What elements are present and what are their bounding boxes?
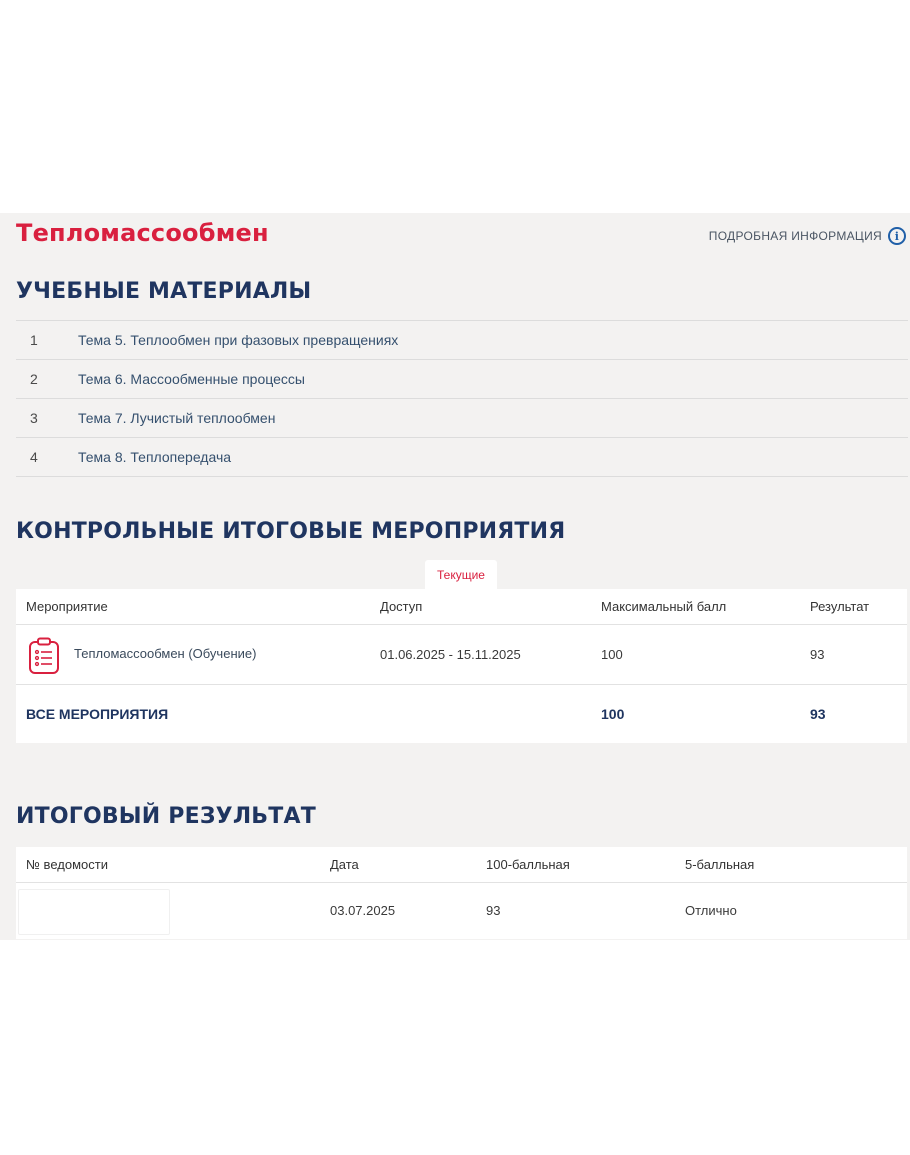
material-number: 1	[30, 332, 38, 348]
event-name-link[interactable]: Тепломассообмен (Обучение)	[74, 646, 257, 661]
material-item[interactable]	[16, 399, 908, 438]
materials-list	[16, 320, 908, 477]
table-header-row	[16, 847, 907, 883]
events-heading: КОНТРОЛЬНЫЕ ИТОГОВЫЕ МЕРОПРИЯТИЯ	[16, 519, 566, 544]
material-number: 4	[30, 449, 38, 465]
material-link[interactable]: Тема 6. Массообменные процессы	[78, 371, 305, 387]
details-link-label: ПОДРОБНАЯ ИНФОРМАЦИЯ	[708, 229, 882, 243]
table-header-row	[16, 589, 907, 625]
event-result: 93	[810, 647, 825, 662]
total-row	[16, 685, 907, 743]
material-item[interactable]	[16, 360, 908, 399]
material-number: 2	[30, 371, 38, 387]
col-header-statement: № ведомости	[26, 857, 108, 872]
material-item[interactable]	[16, 438, 908, 477]
table-row[interactable]	[16, 625, 907, 685]
materials-heading: УЧЕБНЫЕ МАТЕРИАЛЫ	[16, 279, 312, 304]
info-icon[interactable]: i	[888, 227, 906, 245]
col-header-date: Дата	[330, 857, 359, 872]
result-score-100: 93	[486, 903, 501, 918]
course-title: Тепломассообмен	[16, 219, 269, 247]
total-max-score: 100	[601, 706, 625, 722]
table-row	[16, 883, 907, 939]
material-link[interactable]: Тема 5. Теплообмен при фазовых превращениях	[78, 332, 399, 348]
statement-number	[18, 889, 170, 935]
material-item[interactable]	[16, 321, 908, 360]
total-result: 93	[810, 706, 826, 722]
material-number: 3	[30, 410, 38, 426]
total-label: ВСЕ МЕРОПРИЯТИЯ	[26, 706, 169, 722]
event-access: 01.06.2025 - 15.11.2025	[380, 647, 521, 662]
course-panel	[0, 213, 910, 940]
tab-current[interactable]: Текущие	[425, 560, 497, 589]
col-header-event: Мероприятие	[26, 599, 108, 614]
final-result-table	[16, 847, 907, 939]
event-max-score: 100	[601, 647, 623, 662]
material-link[interactable]: Тема 7. Лучистый теплообмен	[78, 410, 276, 426]
col-header-access: Доступ	[380, 599, 423, 614]
final-result-heading: ИТОГОВЫЙ РЕЗУЛЬТАТ	[16, 804, 316, 829]
result-date: 03.07.2025	[330, 903, 396, 918]
details-link[interactable]	[709, 227, 906, 245]
material-link[interactable]: Тема 8. Теплопередача	[78, 449, 232, 465]
result-score-5: Отлично	[685, 903, 737, 918]
events-table	[16, 589, 907, 743]
clipboard-icon	[28, 637, 60, 675]
col-header-max-score: Максимальный балл	[601, 599, 727, 614]
col-header-score-5: 5-балльная	[685, 857, 755, 872]
col-header-score-100: 100-балльная	[486, 857, 570, 872]
col-header-result: Результат	[810, 599, 870, 614]
